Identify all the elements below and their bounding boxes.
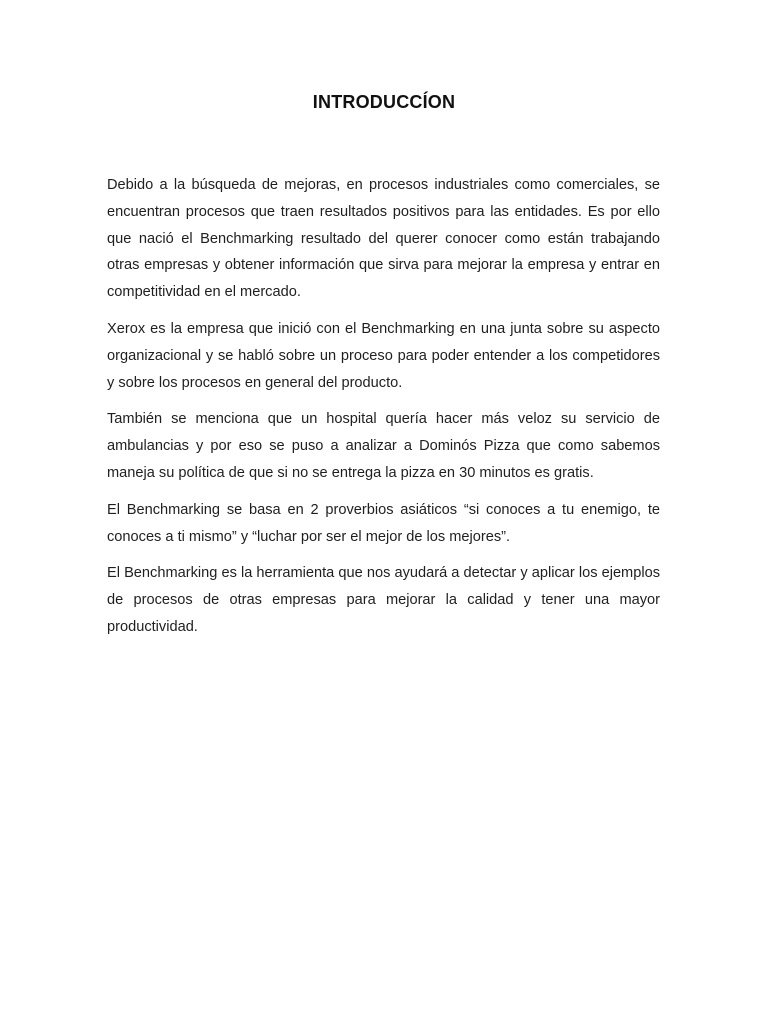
paragraph-4: El Benchmarking se basa en 2 proverbios asiáticos “si conoces a tu enemigo, te conoces a ti mismo” y “luchar por ser el mejor de los mejores”.: [107, 501, 660, 545]
paragraph-3: También se menciona que un hospital quería hacer más veloz su servicio de ambulancias y por eso se puso a analizar a Dominós Pizza que como sabemos maneja su política de que si no se entrega la pizza en 30 minutos es gratis.: [107, 411, 660, 481]
page-title: INTRODUCCÍON: [312, 92, 456, 112]
paragraph-5: El Benchmarking es la herramienta que nos ayudará a detectar y aplicar los ejemplos de procesos de otras empresas para mejorar la calidad y tener una mayor productividad.: [107, 565, 660, 635]
paragraph-2: Xerox es la empresa que inició con el Benchmarking en una junta sobre su aspecto organizacional y se habló sobre un proceso para poder entender a los competidores y sobre los procesos en general del producto.: [107, 320, 660, 391]
document-body: [107, 172, 660, 651]
paragraph-1: Debido a la búsqueda de mejoras, en procesos industriales como comerciales, se encuentran procesos que traen resultados positivos para las entidades. Es por ello que nació el Benchmarking resultado del querer conocer como están trabajando otras empresas y obtener información que sirva para mejorar la empresa y entrar en competitividad en el mercado.: [107, 177, 660, 301]
